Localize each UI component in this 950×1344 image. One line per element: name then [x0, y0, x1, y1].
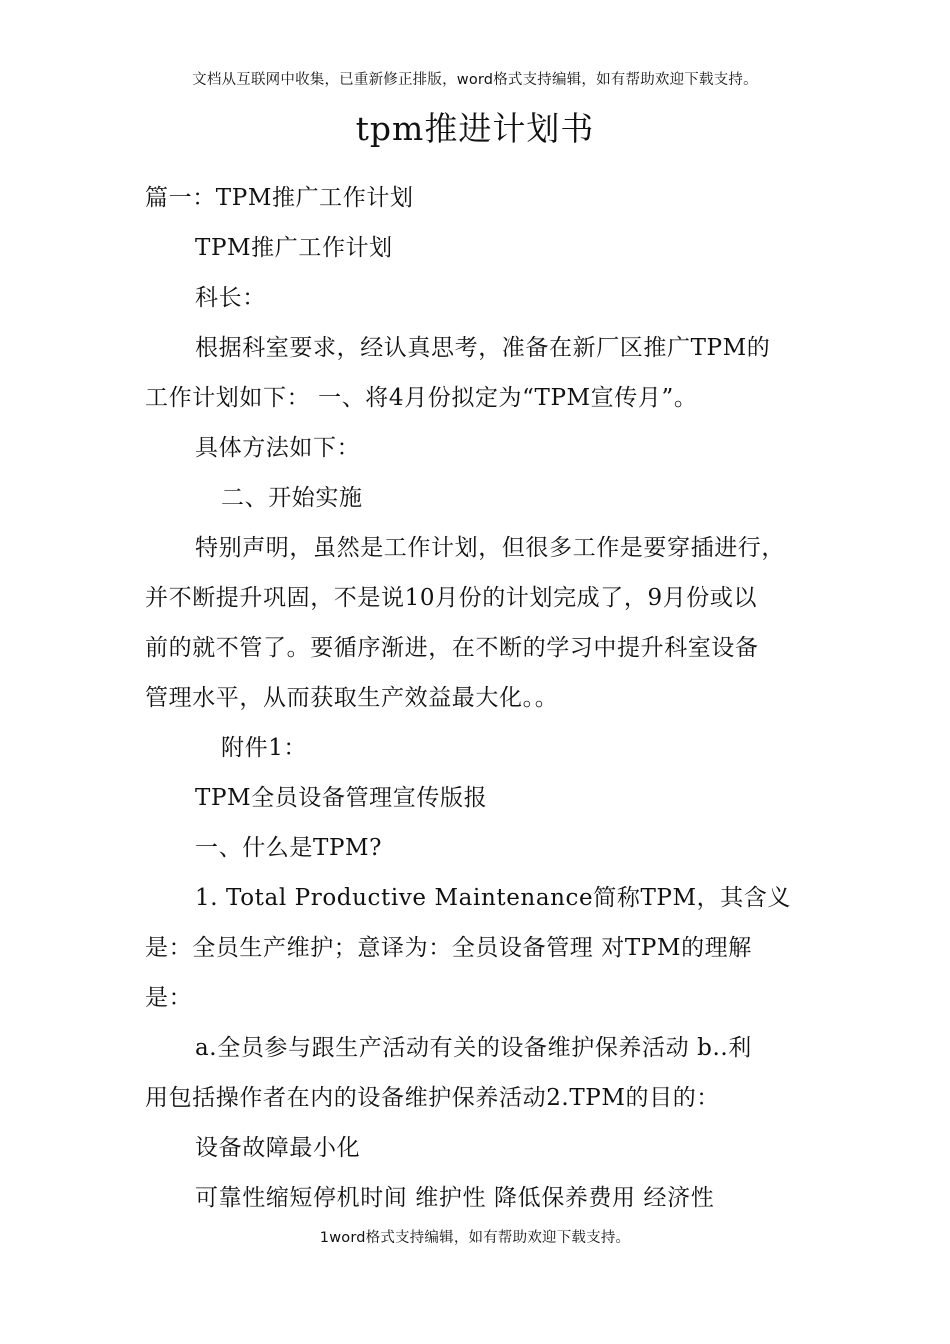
- paragraph-line: a.全员参与跟生产活动有关的设备维护保养活动 b..利: [195, 1035, 752, 1061]
- section-line: 二、开始实施: [221, 485, 363, 511]
- attachment-title: TPM全员设备管理宣传版报: [195, 785, 488, 811]
- paragraph-line: 可靠性缩短停机时间 维护性 降低保养费用 经济性: [195, 1185, 715, 1211]
- subtitle-line: TPM推广工作计划: [195, 235, 393, 261]
- paragraph-line: 用包括操作者在内的设备维护保养活动2.TPM的目的：: [145, 1085, 720, 1111]
- paragraph-line: 并不断提升巩固，不是说10月份的计划完成了，9月份或以: [145, 585, 758, 611]
- section-heading: 篇一：TPM推广工作计划: [145, 185, 414, 211]
- page-footer-note: 1word格式支持编辑，如有帮助欢迎下载支持。: [319, 1230, 631, 1246]
- paragraph-line: 1. Total Productive Maintenance简称TPM，其含义: [195, 885, 792, 911]
- paragraph-line: 前的就不管了。要循序渐进，在不断的学习中提升科室设备: [145, 635, 759, 661]
- paragraph-line: 是：全员生产维护；意译为：全员设备管理 对TPM的理解: [145, 935, 752, 961]
- paragraph-line: 是：: [145, 985, 193, 1011]
- page-header-note: 文档从互联网中收集，已重新修正排版，word格式支持编辑，如有帮助欢迎下载支持。: [192, 72, 758, 88]
- paragraph-line: 特别声明，虽然是工作计划，但很多工作是要穿插进行，: [195, 535, 785, 561]
- document-title: tpm推进计划书: [355, 109, 595, 148]
- paragraph-line: 根据科室要求，经认真思考，准备在新厂区推广TPM的: [195, 335, 771, 361]
- attachment-label: 附件1：: [221, 735, 308, 761]
- paragraph-line: 管理水平，从而获取生产效益最大化。。: [145, 685, 559, 711]
- paragraph-line: 具体方法如下：: [195, 435, 361, 461]
- document-body: [145, 173, 810, 1213]
- section-line: 一、什么是TPM?: [195, 835, 383, 861]
- paragraph-line: 设备故障最小化: [195, 1135, 361, 1161]
- paragraph-line: 工作计划如下： 一、将4月份拟定为“TPM宣传月”。: [145, 385, 698, 411]
- salutation-line: 科长：: [195, 285, 266, 311]
